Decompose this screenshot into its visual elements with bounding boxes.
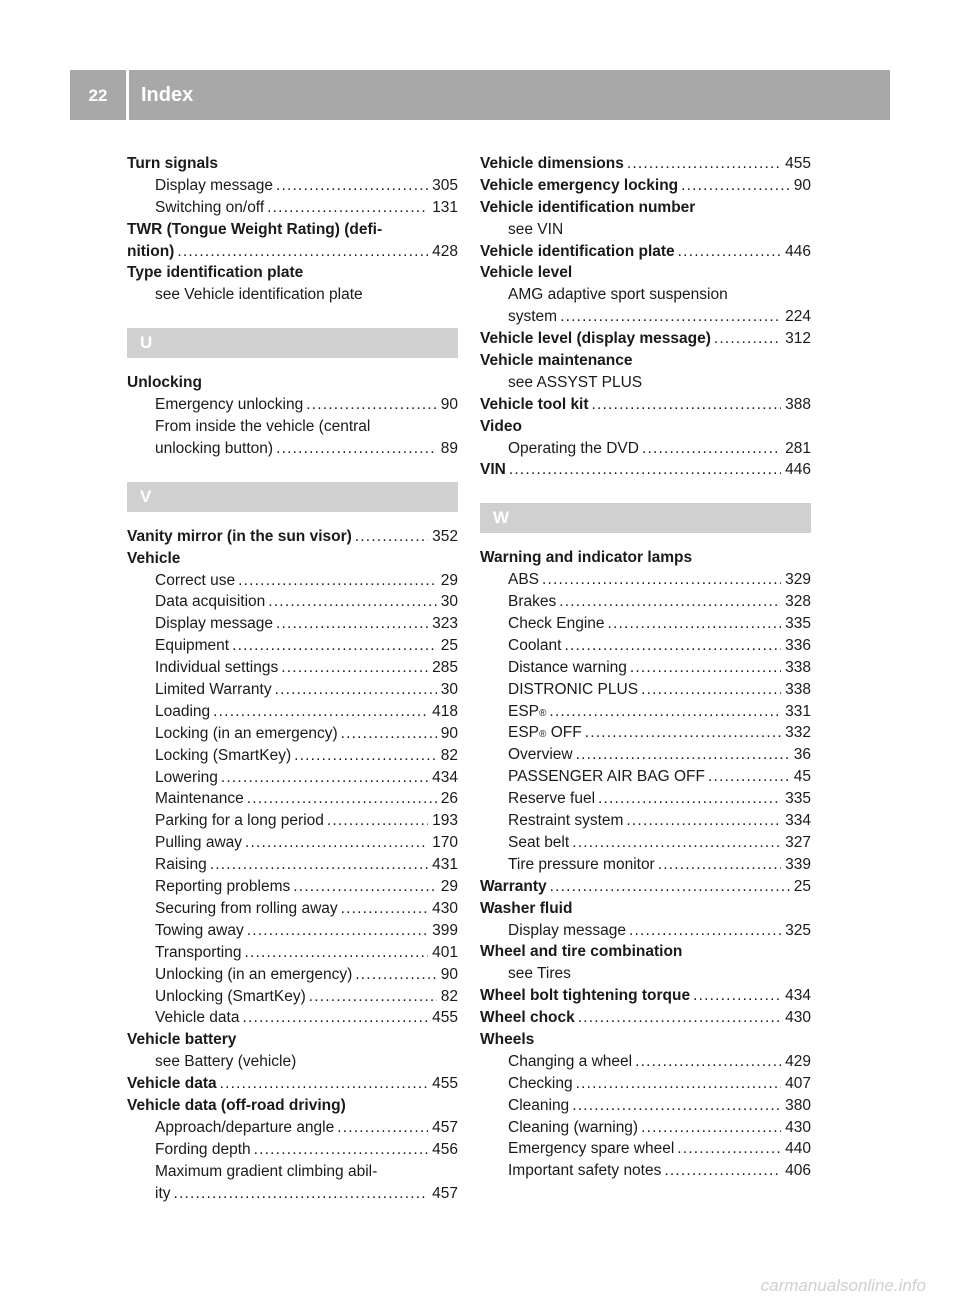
index-entry: Vehicle data ..... 455 bbox=[127, 1007, 458, 1029]
index-heading: Vehicle level bbox=[480, 264, 573, 282]
index-heading: Wheels bbox=[480, 1030, 535, 1048]
leader-dots bbox=[293, 876, 436, 898]
page-ref: 446 bbox=[785, 461, 811, 479]
index-heading: Type identification plate bbox=[127, 264, 304, 282]
index-entry: Checking ..... 407 bbox=[480, 1073, 811, 1095]
page-ref: 335 bbox=[785, 790, 811, 808]
page-ref: 224 bbox=[785, 308, 811, 326]
index-entry: Raising ..... 431 bbox=[127, 854, 458, 876]
index-heading: Warning and indicator lamps bbox=[480, 549, 693, 567]
leader-dots bbox=[341, 898, 428, 920]
page-ref: 82 bbox=[440, 746, 458, 764]
page-ref: 446 bbox=[785, 242, 811, 260]
index-entry: Overview ..... 36 bbox=[480, 744, 811, 766]
index-heading: Vehicle tool kit ..... 388 bbox=[480, 394, 811, 416]
page-ref: 339 bbox=[785, 855, 811, 873]
watermark: carmanualsonline.info bbox=[760, 1276, 926, 1295]
leader-dots bbox=[281, 657, 428, 679]
leader-dots bbox=[708, 766, 790, 788]
page-ref: 90 bbox=[793, 176, 811, 194]
leader-dots bbox=[681, 175, 790, 197]
index-heading: Vehicle level (display message) ..... 312 bbox=[480, 328, 811, 350]
leader-dots bbox=[309, 986, 437, 1008]
page-ref: 25 bbox=[440, 637, 458, 655]
index-entry: Switching on/off ..... 131 bbox=[127, 197, 458, 219]
leader-dots bbox=[630, 657, 781, 679]
page-ref: 455 bbox=[785, 155, 811, 172]
index-entry: Equipment ..... 25 bbox=[127, 635, 458, 657]
index-entry: Display message ..... 323 bbox=[127, 613, 458, 635]
page-ref: 90 bbox=[440, 724, 458, 742]
page-ref: 45 bbox=[793, 768, 811, 786]
index-heading: Vehicle data ..... 455 bbox=[127, 1073, 458, 1095]
leader-dots bbox=[174, 1183, 429, 1205]
leader-dots bbox=[232, 635, 437, 657]
index-entry: Display message ..... 305 bbox=[127, 175, 458, 197]
index-entry: Unlocking (SmartKey) ..... 82 bbox=[127, 986, 458, 1008]
index-heading: Vehicle emergency locking ..... 90 bbox=[480, 175, 811, 197]
index-heading: Wheel chock ..... 430 bbox=[480, 1007, 811, 1029]
leader-dots bbox=[213, 701, 428, 723]
index-column-right bbox=[480, 153, 811, 1182]
index-heading: Video bbox=[480, 417, 522, 435]
index-entry: Securing from rolling away ..... 430 bbox=[127, 898, 458, 920]
leader-dots bbox=[550, 876, 790, 898]
index-entry: ity ..... 457 bbox=[127, 1183, 458, 1205]
leader-dots bbox=[627, 153, 781, 175]
index-entry: Data acquisition ..... 30 bbox=[127, 591, 458, 613]
page-ref: 434 bbox=[785, 987, 811, 1005]
page-ref: 312 bbox=[785, 330, 811, 348]
leader-dots bbox=[220, 1073, 429, 1095]
page-ref: 401 bbox=[432, 943, 458, 961]
leader-dots bbox=[355, 526, 428, 548]
page-ref: 407 bbox=[785, 1074, 811, 1092]
index-entry: Display message ..... 325 bbox=[480, 920, 811, 942]
index-entry: Emergency unlocking ..... 90 bbox=[127, 394, 458, 416]
leader-dots bbox=[572, 1095, 781, 1117]
page-ref: 30 bbox=[440, 681, 458, 699]
leader-dots bbox=[245, 832, 428, 854]
index-heading: Warranty ..... 25 bbox=[480, 876, 811, 898]
leader-dots bbox=[641, 679, 781, 701]
page-ref: 429 bbox=[785, 1052, 811, 1070]
index-entry: Individual settings ..... 285 bbox=[127, 657, 458, 679]
leader-dots bbox=[642, 438, 781, 460]
index-entry: DISTRONIC PLUS ..... 338 bbox=[480, 679, 811, 701]
index-entry: Check Engine ..... 335 bbox=[480, 613, 811, 635]
leader-dots bbox=[337, 1117, 428, 1139]
index-heading: VIN ..... 446 bbox=[480, 459, 811, 481]
index-entry: Loading ..... 418 bbox=[127, 701, 458, 723]
page-ref: 82 bbox=[440, 987, 458, 1005]
page-ref: 170 bbox=[432, 834, 458, 852]
index-entry: AMG adaptive sport suspension bbox=[508, 286, 728, 304]
page-ref: 380 bbox=[785, 1096, 811, 1114]
index-entry: unlocking button) ..... 89 bbox=[127, 438, 458, 460]
index-heading: Vehicle identification plate ..... 446 bbox=[480, 241, 811, 263]
leader-dots bbox=[242, 1007, 428, 1029]
index-heading: Unlocking bbox=[127, 374, 202, 392]
letter-divider-v: V bbox=[127, 482, 458, 512]
leader-dots bbox=[592, 394, 782, 416]
index-entry: Brakes ..... 328 bbox=[480, 591, 811, 613]
leader-dots bbox=[247, 788, 437, 810]
page-ref: 36 bbox=[793, 746, 811, 764]
index-entry: Emergency spare wheel ..... 440 bbox=[480, 1138, 811, 1160]
page-ref: 29 bbox=[440, 878, 458, 896]
index-entry: Distance warning ..... 338 bbox=[480, 657, 811, 679]
page-ref: 399 bbox=[432, 921, 458, 939]
leader-dots bbox=[576, 1073, 782, 1095]
index-entry: ESP ® OFF ..... 332 bbox=[480, 722, 811, 744]
index-entry: Restraint system ..... 334 bbox=[480, 810, 811, 832]
index-heading: Vanity mirror (in the sun visor) ..... 352 bbox=[127, 526, 458, 548]
page-ref: 388 bbox=[785, 395, 811, 413]
page-ref: 331 bbox=[785, 702, 811, 720]
letter-divider-w: W bbox=[480, 503, 811, 533]
page-ref: 131 bbox=[432, 198, 458, 216]
page-ref: 457 bbox=[432, 1118, 458, 1136]
page-ref: 430 bbox=[785, 1009, 811, 1027]
page-ref: 25 bbox=[793, 877, 811, 895]
page-ref: 430 bbox=[785, 1118, 811, 1136]
page-ref: 431 bbox=[432, 856, 458, 874]
page-ref: 323 bbox=[432, 615, 458, 633]
leader-dots bbox=[549, 701, 781, 723]
page-ref: 457 bbox=[432, 1184, 458, 1202]
page-ref: 26 bbox=[440, 790, 458, 808]
leader-dots bbox=[267, 197, 428, 219]
leader-dots bbox=[564, 635, 781, 657]
index-heading: Vehicle maintenance bbox=[480, 352, 633, 370]
leader-dots bbox=[276, 175, 428, 197]
page-ref: 29 bbox=[440, 571, 458, 589]
page-ref: 338 bbox=[785, 680, 811, 698]
index-entry: Reporting problems ..... 29 bbox=[127, 876, 458, 898]
page-ref: 338 bbox=[785, 658, 811, 676]
leader-dots bbox=[629, 920, 781, 942]
index-entry: Transporting ..... 401 bbox=[127, 942, 458, 964]
header-divider bbox=[126, 70, 129, 120]
leader-dots bbox=[635, 1051, 781, 1073]
index-heading: Vehicle dimensions ..... 455 bbox=[480, 153, 811, 175]
page-ref: 90 bbox=[440, 965, 458, 983]
index-entry: From inside the vehicle (central bbox=[155, 418, 371, 436]
leader-dots bbox=[244, 942, 428, 964]
leader-dots bbox=[275, 679, 437, 701]
page-ref: 325 bbox=[785, 921, 811, 939]
leader-dots bbox=[678, 241, 781, 263]
leader-dots bbox=[677, 1138, 781, 1160]
index-entry: Maintenance ..... 26 bbox=[127, 788, 458, 810]
index-heading: Wheel bolt tightening torque ..... 434 bbox=[480, 985, 811, 1007]
page-ref: 332 bbox=[785, 724, 811, 742]
leader-dots bbox=[238, 570, 437, 592]
index-entry: Towing away ..... 399 bbox=[127, 920, 458, 942]
index-see-reference: see Tires bbox=[508, 965, 571, 983]
index-heading: Vehicle battery bbox=[127, 1031, 237, 1049]
leader-dots bbox=[254, 1139, 428, 1161]
leader-dots bbox=[585, 722, 781, 744]
page-ref: 281 bbox=[785, 439, 811, 457]
index-entry: Coolant ..... 336 bbox=[480, 635, 811, 657]
page-number: 22 bbox=[88, 86, 108, 105]
page-ref: 455 bbox=[432, 1075, 458, 1093]
leader-dots bbox=[641, 1117, 781, 1139]
page-ref: 336 bbox=[785, 636, 811, 654]
leader-dots bbox=[268, 591, 436, 613]
index-entry: Maximum gradient climbing abil- bbox=[155, 1162, 378, 1180]
index-heading: Vehicle data (off-road driving) bbox=[127, 1096, 346, 1114]
page-ref: 30 bbox=[440, 593, 458, 611]
page-ref: 328 bbox=[785, 593, 811, 611]
index-entry: Limited Warranty ..... 30 bbox=[127, 679, 458, 701]
page-ref: 352 bbox=[432, 527, 458, 545]
index-entry: Fording depth ..... 456 bbox=[127, 1139, 458, 1161]
index-heading: Vehicle bbox=[127, 549, 181, 567]
page-ref: 434 bbox=[432, 768, 458, 786]
leader-dots bbox=[276, 613, 428, 635]
leader-dots bbox=[341, 723, 437, 745]
index-entry: Cleaning (warning) ..... 430 bbox=[480, 1117, 811, 1139]
leader-dots bbox=[578, 1007, 781, 1029]
leader-dots bbox=[664, 1160, 781, 1182]
index-see-reference: see VIN bbox=[508, 220, 564, 238]
page-ref: 90 bbox=[440, 396, 458, 414]
page-ref: 89 bbox=[440, 439, 458, 457]
page-ref: 428 bbox=[432, 242, 458, 260]
index-entry: Approach/departure angle ..... 457 bbox=[127, 1117, 458, 1139]
leader-dots bbox=[626, 810, 781, 832]
index-entry: Seat belt ..... 327 bbox=[480, 832, 811, 854]
page-ref: 430 bbox=[432, 899, 458, 917]
index-heading: Turn signals bbox=[127, 155, 219, 172]
index-entry: Tire pressure monitor ..... 339 bbox=[480, 854, 811, 876]
leader-dots bbox=[598, 788, 781, 810]
page-ref: 418 bbox=[432, 702, 458, 720]
index-entry: Changing a wheel ..... 429 bbox=[480, 1051, 811, 1073]
leader-dots bbox=[693, 985, 781, 1007]
page-ref: 329 bbox=[785, 571, 811, 589]
index-entry: Lowering ..... 434 bbox=[127, 767, 458, 789]
leader-dots bbox=[559, 591, 781, 613]
leader-dots bbox=[572, 832, 781, 854]
index-entry: Important safety notes ..... 406 bbox=[480, 1160, 811, 1182]
leader-dots bbox=[276, 438, 437, 460]
page-ref: 456 bbox=[432, 1140, 458, 1158]
index-heading: nition) ..... 428 bbox=[127, 241, 458, 263]
index-entry: PASSENGER AIR BAG OFF ..... 45 bbox=[480, 766, 811, 788]
page-ref: 406 bbox=[785, 1162, 811, 1180]
leader-dots bbox=[221, 767, 428, 789]
index-heading: Vehicle identification number bbox=[480, 198, 696, 216]
index-entry: system ..... 224 bbox=[480, 306, 811, 328]
index-entry: Locking (SmartKey) ..... 82 bbox=[127, 745, 458, 767]
index-see-reference: see Battery (vehicle) bbox=[155, 1053, 297, 1071]
section-title: Index bbox=[141, 84, 194, 106]
index-see-reference: see Vehicle identification plate bbox=[155, 286, 363, 304]
index-entry: Parking for a long period ..... 193 bbox=[127, 810, 458, 832]
page-ref: 334 bbox=[785, 812, 811, 830]
page-ref: 327 bbox=[785, 833, 811, 851]
index-entry: ABS ..... 329 bbox=[480, 569, 811, 591]
leader-dots bbox=[294, 745, 437, 767]
leader-dots bbox=[714, 328, 781, 350]
leader-dots bbox=[247, 920, 428, 942]
index-entry: ESP ® ..... 331 bbox=[480, 701, 811, 723]
leader-dots bbox=[576, 744, 790, 766]
index-heading: TWR (Tongue Weight Rating) (defi- bbox=[127, 220, 383, 238]
leader-dots bbox=[210, 854, 428, 876]
page-ref: 455 bbox=[432, 1009, 458, 1027]
leader-dots bbox=[509, 459, 781, 481]
index-entry: Reserve fuel ..... 335 bbox=[480, 788, 811, 810]
page-ref: 305 bbox=[432, 176, 458, 194]
index-entry: Operating the DVD ..... 281 bbox=[480, 438, 811, 460]
leader-dots bbox=[177, 241, 428, 263]
index-entry: Locking (in an emergency) ..... 90 bbox=[127, 723, 458, 745]
leader-dots bbox=[658, 854, 781, 876]
page-ref: 335 bbox=[785, 615, 811, 633]
index-entry: Correct use ..... 29 bbox=[127, 570, 458, 592]
leader-dots bbox=[306, 394, 437, 416]
index-heading: Wheel and tire combination bbox=[480, 943, 683, 961]
index-heading: Washer fluid bbox=[480, 899, 573, 917]
index-entry: Pulling away ..... 170 bbox=[127, 832, 458, 854]
leader-dots bbox=[560, 306, 781, 328]
leader-dots bbox=[355, 964, 436, 986]
page-ref: 285 bbox=[432, 659, 458, 677]
page-ref: 193 bbox=[432, 812, 458, 830]
index-entry: Cleaning ..... 380 bbox=[480, 1095, 811, 1117]
index-see-reference: see ASSYST PLUS bbox=[508, 373, 643, 391]
index-entry: Unlocking (in an emergency) ..... 90 bbox=[127, 964, 458, 986]
leader-dots bbox=[608, 613, 782, 635]
index-column-left bbox=[127, 153, 458, 1204]
leader-dots bbox=[327, 810, 428, 832]
letter-divider-u: U bbox=[127, 328, 458, 358]
leader-dots bbox=[542, 569, 781, 591]
page-ref: 440 bbox=[785, 1140, 811, 1158]
